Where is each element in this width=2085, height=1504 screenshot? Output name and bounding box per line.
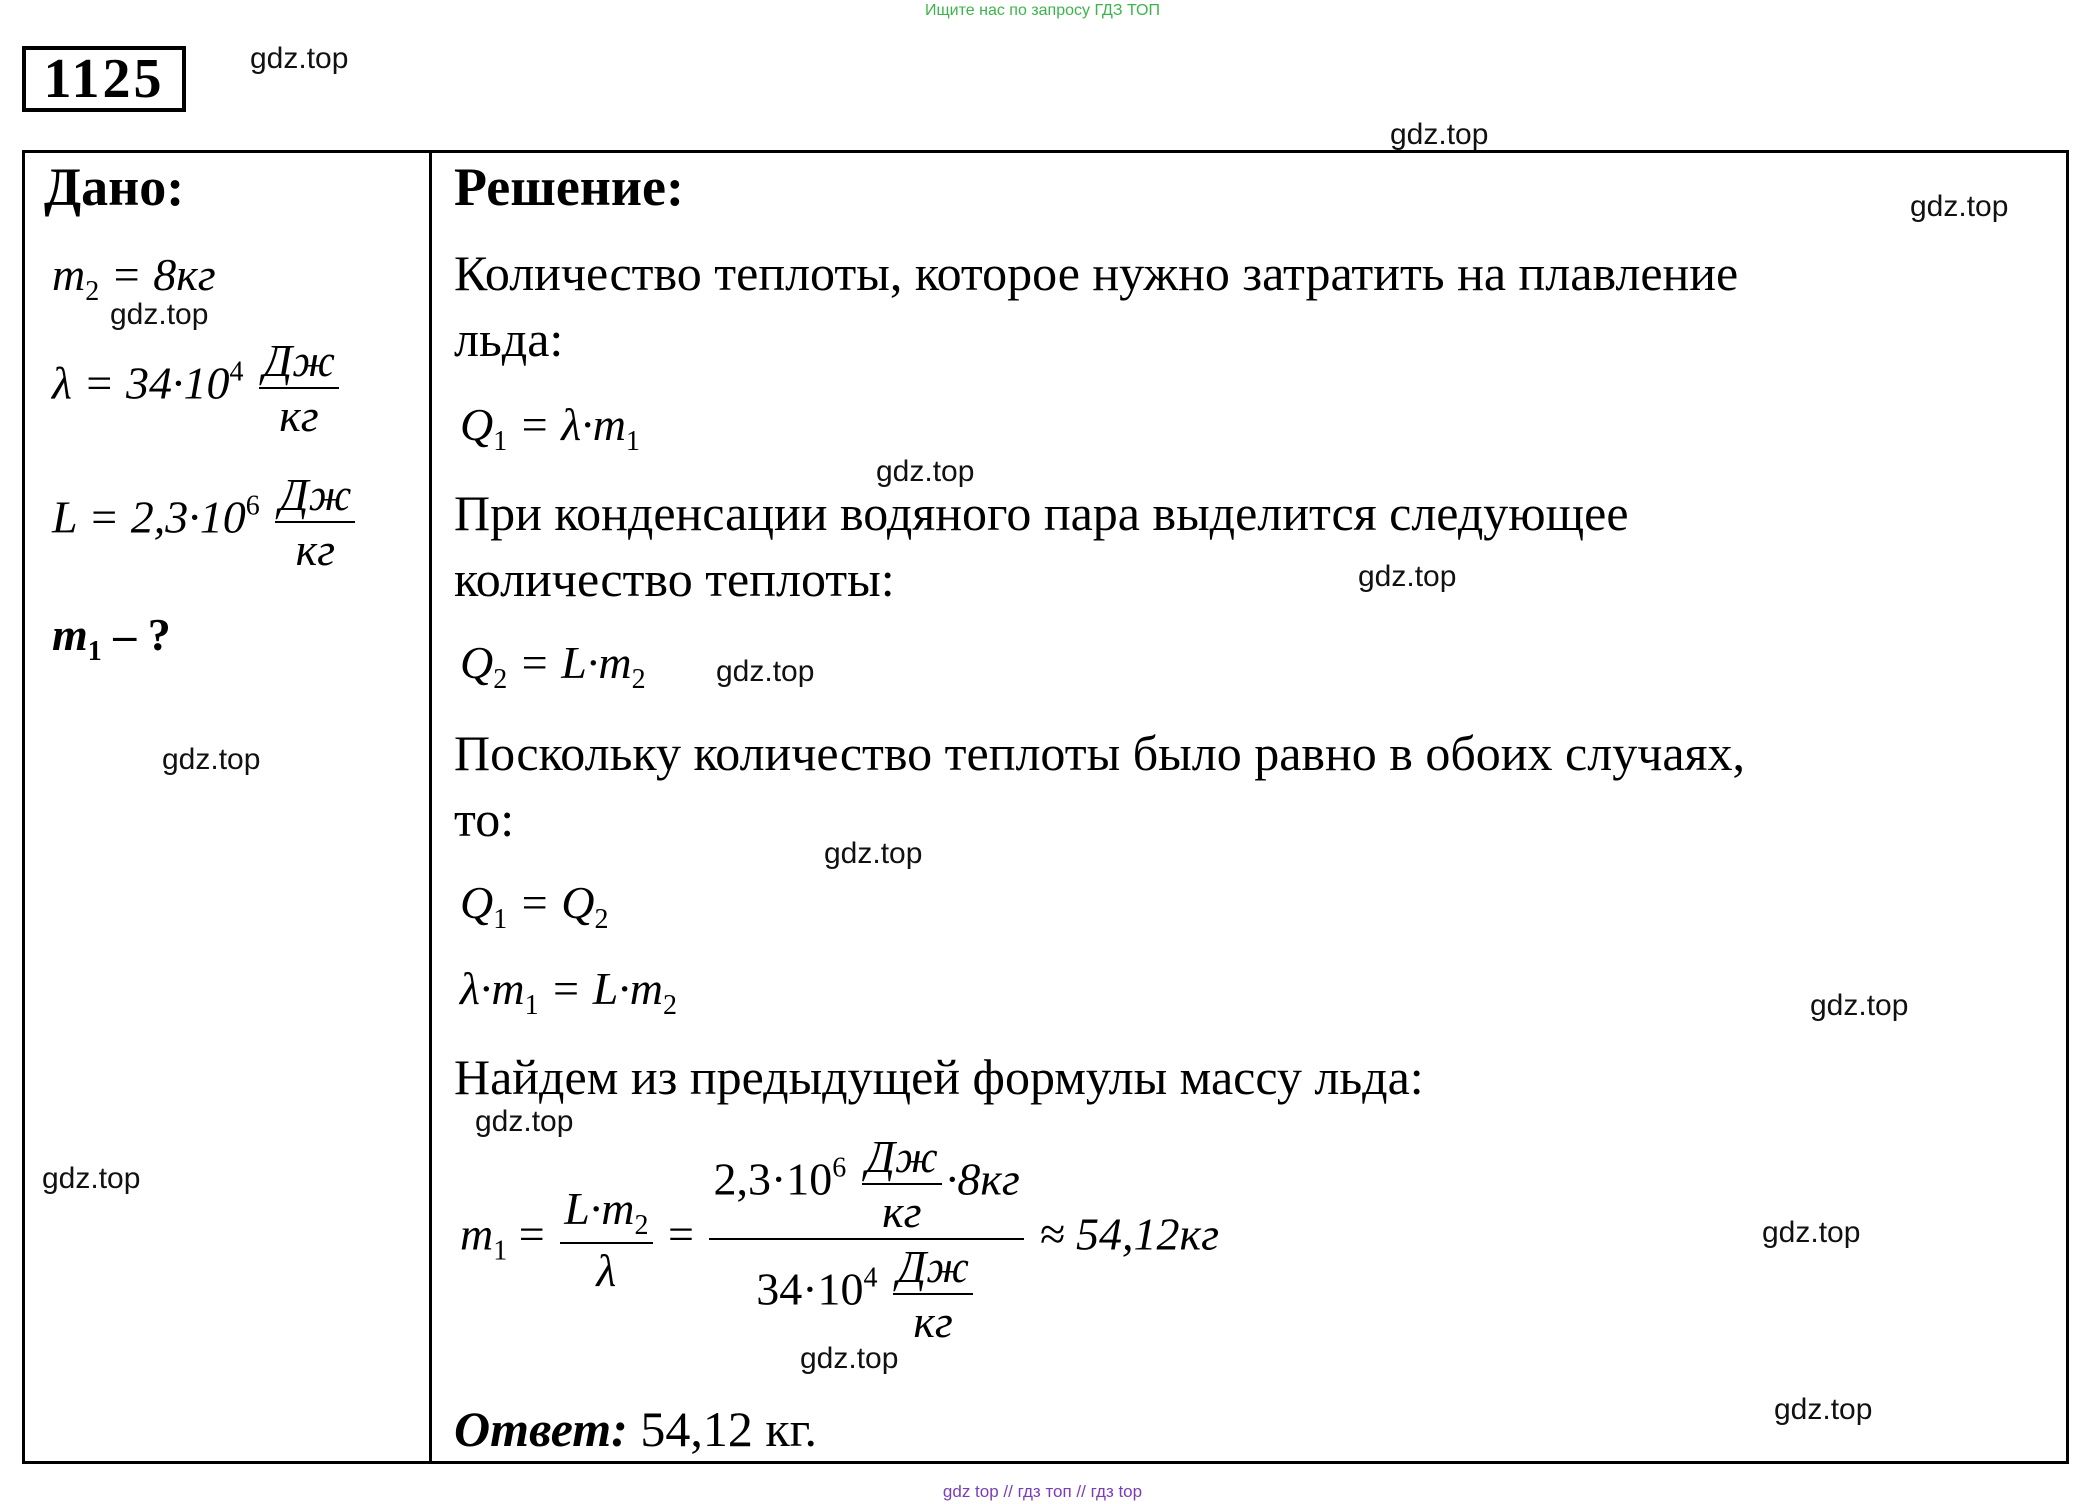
paragraph-3-line-1: Поскольку количество теплоты было равно в обоих случаях, xyxy=(454,725,1746,781)
paragraph-4: Найдем из предыдущей формулы массу льда: xyxy=(454,1049,1424,1105)
given-heading: Дано: xyxy=(44,157,185,217)
watermark: gdz.top xyxy=(876,455,975,488)
formula-equality-expanded: $\lambda\cdot m_1 = L\cdot m_2$ xyxy=(460,963,677,1021)
problem-number: 1125 xyxy=(22,46,186,112)
watermark: gdz.top xyxy=(1358,560,1457,593)
watermark: gdz.top xyxy=(1390,118,1489,151)
watermark: gdz.top xyxy=(475,1105,574,1138)
paragraph-2-line-1: При конденсации водяного пара выделится следующее xyxy=(454,485,1629,541)
watermark: gdz.top xyxy=(1774,1393,1873,1426)
top-link[interactable]: Ищите нас по запросу ГДЗ ТОП xyxy=(925,2,1160,19)
given-m2: $m_2 = 8кг$ xyxy=(52,249,216,307)
given-lambda: $\lambda = 34\cdot 10^4$ $\frac{Дж}{кг}$ xyxy=(52,334,343,442)
paragraph-3-line-2: то: xyxy=(454,791,515,847)
watermark: gdz.top xyxy=(1910,190,2009,223)
solution-heading: Решение: xyxy=(454,157,684,217)
answer: Ответ: 54,12 кг. xyxy=(454,1401,817,1457)
given-L: $L = 2,3\cdot 10^6$ $\frac{Дж}{кг}$ xyxy=(52,468,359,576)
formula-q2: $Q_2 = L\cdot m_2$ xyxy=(460,637,646,695)
watermark: gdz.top xyxy=(162,743,261,776)
given-find: $m_1$ – ? xyxy=(52,609,171,667)
watermark: gdz.top xyxy=(716,655,815,688)
watermark: gdz.top xyxy=(824,837,923,870)
watermark: gdz.top xyxy=(800,1342,899,1375)
formula-q1: $Q_1 = \lambda\cdot m_1$ xyxy=(460,399,640,457)
paragraph-1-line-2: льда: xyxy=(454,311,564,367)
watermark: gdz.top xyxy=(42,1162,141,1195)
watermark: gdz.top xyxy=(110,298,209,331)
paragraph-1-line-1: Количество теплоты, которое нужно затратить на плавление xyxy=(454,245,1739,301)
column-divider xyxy=(429,150,432,1464)
watermark: gdz.top xyxy=(1762,1216,1861,1249)
footer-links[interactable]: gdz top // гдз топ // гдз top xyxy=(942,1482,1143,1501)
paragraph-2-line-2: количество теплоты: xyxy=(454,551,895,607)
watermark: gdz.top xyxy=(250,42,349,75)
formula-equality-q: $Q_1 = Q_2$ xyxy=(460,877,609,935)
watermark: gdz.top xyxy=(1810,989,1909,1022)
formula-final: $m_1$ = $\frac{L\cdot m_2}{\lambda}$ = $2,3\cdot 10^6$ $\frac{Дж}{кг}$ ·8кг $34\cdot 10^4$ $\frac{Дж}{кг}$ ≈ 54,12кг xyxy=(460,1131,1220,1347)
